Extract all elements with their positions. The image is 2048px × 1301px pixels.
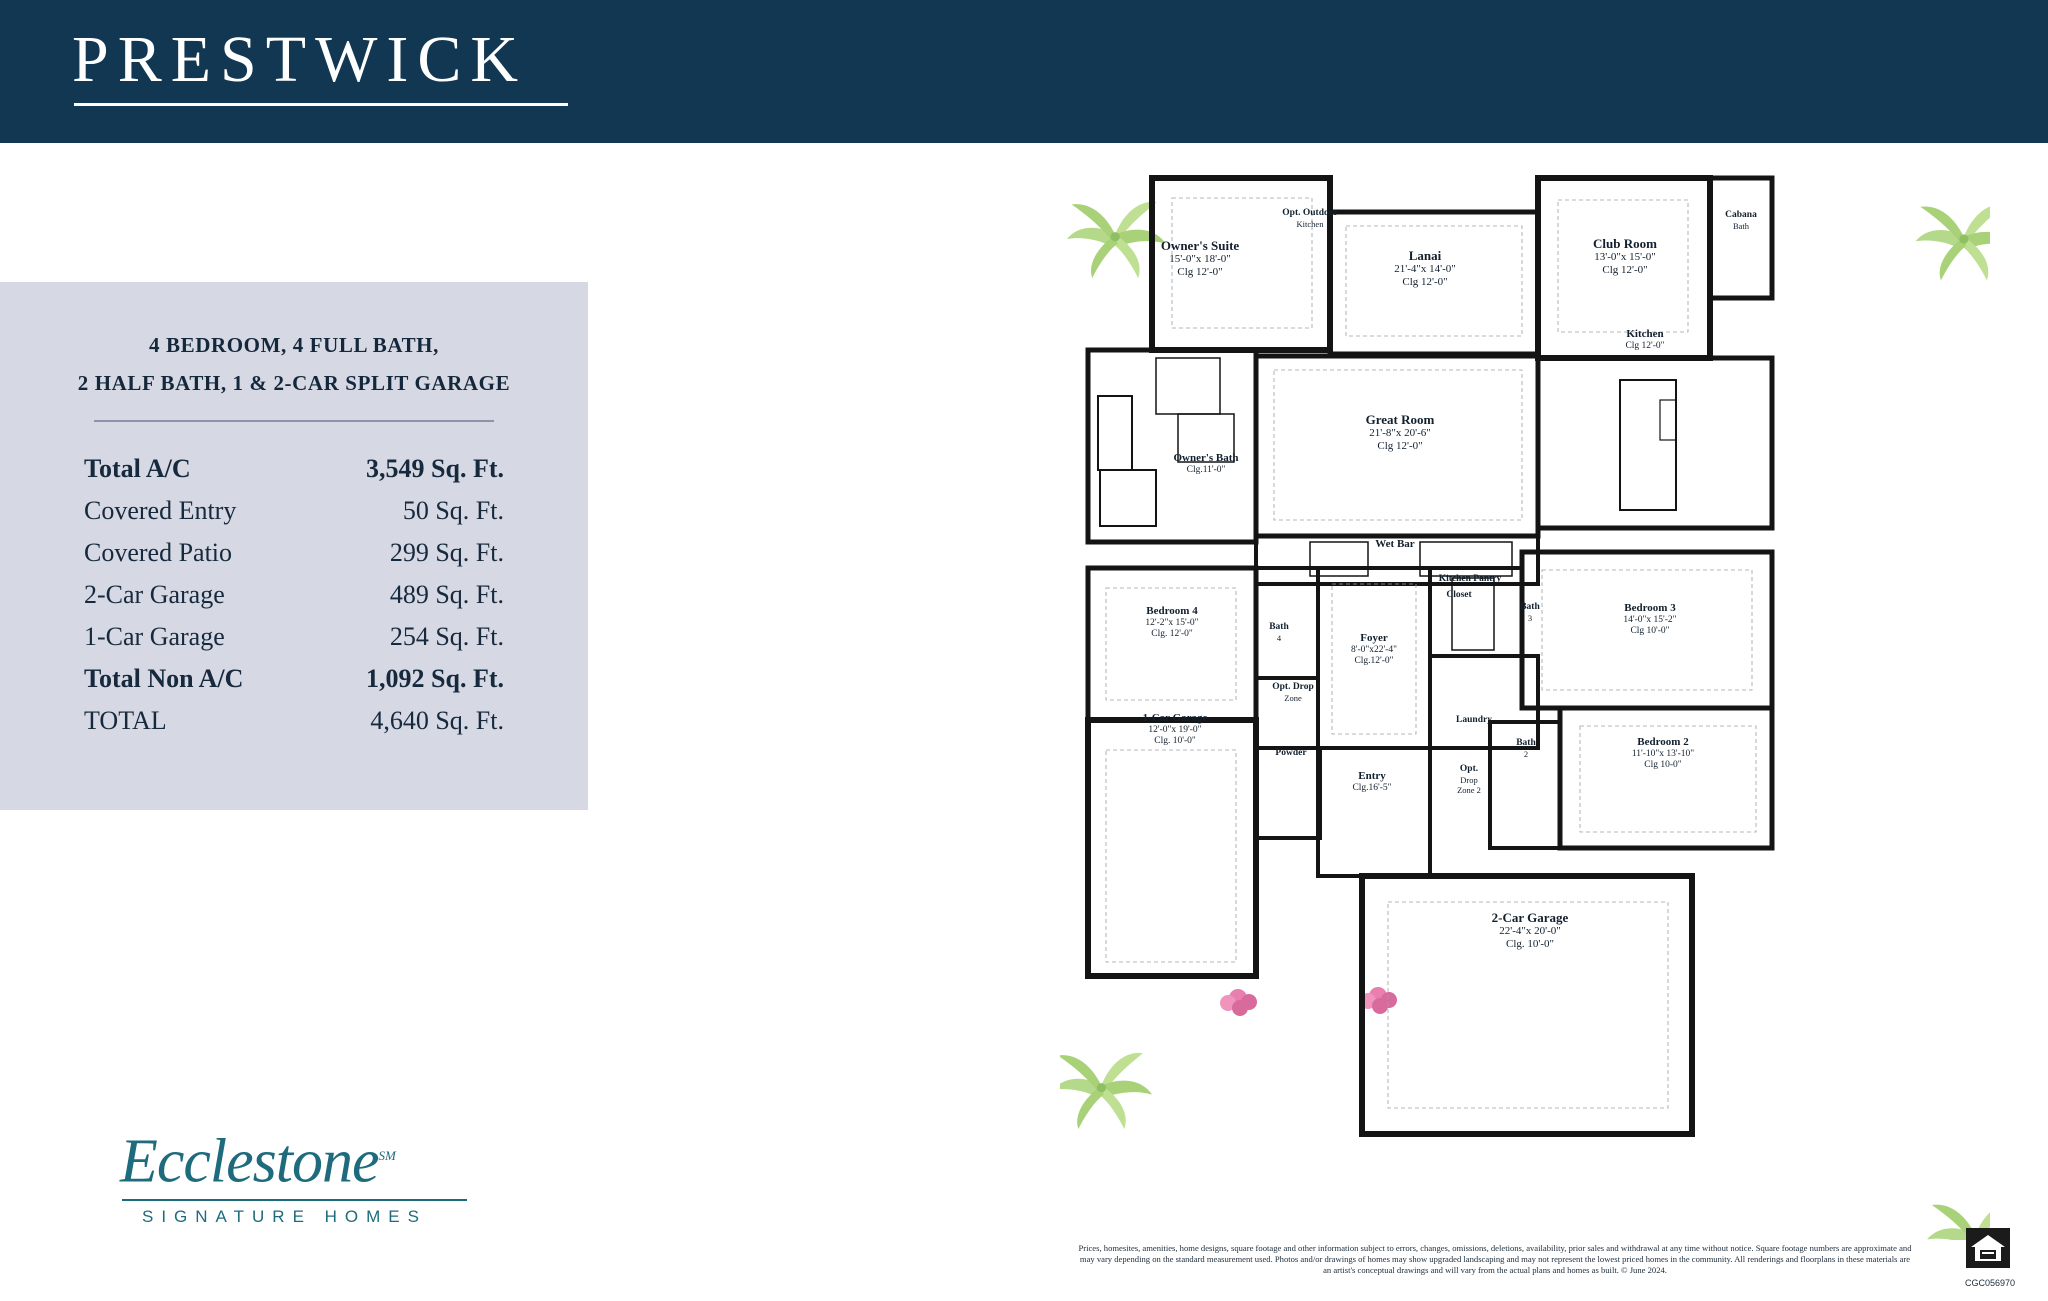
floorplan-svg bbox=[1060, 170, 1990, 1240]
square-footage-table bbox=[84, 448, 504, 742]
table-row bbox=[84, 574, 504, 616]
page-title: PRESTWICK bbox=[72, 23, 528, 96]
spec-divider bbox=[94, 420, 494, 422]
table-row bbox=[84, 490, 504, 532]
spec-label: Total A/C bbox=[84, 454, 191, 483]
legal-disclaimer: Prices, homesites, amenities, home designs, square footage and other information subject to errors, changes, omissions, deletions, availability, prior sales and withdrawal at any time without notice. Square footage numbers are approximate and may vary depending on the standard measurement used. Photos and/or drawings of homes may show upgraded landscaping and may not represent the lowest priced homes in the community. All renderings and floorplans in these materials are an artist's conceptual drawings and will vary from the actual plans and homes as built. © June 2024. bbox=[1078, 1243, 1912, 1275]
room-label-entry: Entry Clg.16'-5" bbox=[1352, 770, 1392, 793]
room-label-bath-4: Bath 4 bbox=[1269, 622, 1289, 644]
shrub-icon bbox=[1220, 989, 1257, 1016]
room-label-bedroom-3: Bedroom 3 14'-0"x 15'-2" Clg 10'-0" bbox=[1623, 602, 1677, 637]
room-label-powder: Powder bbox=[1275, 748, 1307, 758]
room-label-owners-bath: Owner's Bath Clg.11'-0" bbox=[1173, 452, 1239, 475]
shrub-icon bbox=[1360, 987, 1397, 1014]
room-label-1-car-garage: 1-Car Garage 12'-0"x 19'-0" Clg. 10'-0" bbox=[1142, 712, 1208, 747]
room-label-opt-drop-zone-2: Opt. Drop Zone 2 bbox=[1457, 764, 1481, 796]
room-label-kitchen-pantry: Kitchen Pantry bbox=[1438, 574, 1502, 584]
room-label-bath-3: Bath 3 bbox=[1520, 602, 1540, 624]
room-label-foyer: Foyer 8'-0"x22'-4" Clg.12'-0" bbox=[1350, 632, 1397, 667]
table-row bbox=[84, 658, 504, 700]
spec-label: 2-Car Garage bbox=[84, 580, 225, 609]
table-row bbox=[84, 700, 504, 742]
logo-wordmark bbox=[120, 1125, 490, 1196]
title-underline bbox=[74, 103, 568, 106]
spec-value: 489 Sq. Ft. bbox=[389, 580, 504, 609]
license-number: CGC056970 bbox=[1965, 1278, 2016, 1288]
spec-value: 1,092 Sq. Ft. bbox=[366, 664, 504, 693]
table-row bbox=[84, 616, 504, 658]
palm-tree-icon bbox=[1916, 204, 1990, 280]
floorplan-drawing bbox=[1060, 170, 1990, 1240]
spec-heading-line-2: 2 HALF BATH, 1 & 2-CAR SPLIT GARAGE bbox=[77, 371, 511, 395]
room-label-closet: Closet bbox=[1446, 590, 1472, 600]
spec-value: 254 Sq. Ft. bbox=[389, 622, 504, 651]
logo-divider bbox=[122, 1199, 467, 1201]
room-label-bath-2: Bath 2 bbox=[1516, 738, 1536, 760]
spec-label: Total Non A/C bbox=[84, 664, 244, 693]
ecclestone-logo bbox=[120, 1125, 490, 1235]
room-label-bedroom-4: Bedroom 4 12'-2"x 15'-0" Clg. 12'-0" bbox=[1145, 605, 1199, 640]
spec-label: TOTAL bbox=[84, 706, 167, 735]
room-label-opt-outdoor-kitchen: Opt. Outdoor Kitchen bbox=[1282, 208, 1338, 230]
equal-housing-opportunity-icon bbox=[1966, 1228, 2010, 1272]
room-label-kitchen: Kitchen Clg 12'-0" bbox=[1625, 328, 1665, 351]
page-header bbox=[0, 0, 2048, 143]
room-label-bedroom-2: Bedroom 2 11'-10"x 13'-10" Clg 10-0" bbox=[1631, 736, 1695, 771]
logo-name: Ecclestone bbox=[120, 1127, 379, 1196]
logo-tagline: SIGNATURE HOMES bbox=[142, 1206, 427, 1226]
room-label-great-room: Great Room 21'-8"x 20'-6" Clg 12'-0" bbox=[1365, 412, 1435, 453]
room-label-2-car-garage: 2-Car Garage 22'-4"x 20'-0" Clg. 10'-0" bbox=[1491, 910, 1569, 951]
spec-label: Covered Patio bbox=[84, 538, 233, 567]
spec-value: 50 Sq. Ft. bbox=[402, 496, 504, 525]
table-row bbox=[84, 448, 504, 490]
spec-value: 299 Sq. Ft. bbox=[389, 538, 504, 567]
logo-service-mark: SM bbox=[378, 1148, 396, 1163]
palm-tree-icon bbox=[1060, 1053, 1152, 1129]
spec-heading-line-1: 4 BEDROOM, 4 FULL BATH, bbox=[149, 333, 439, 357]
room-label-lanai: Lanai 21'-4"x 14'-0" Clg 12'-0" bbox=[1394, 248, 1456, 289]
spec-label: Covered Entry bbox=[84, 496, 237, 525]
room-label-laundry: Laundry bbox=[1456, 715, 1492, 725]
room-label-opt-drop-zone: Opt. Drop Zone bbox=[1272, 682, 1314, 704]
spec-value: 3,549 Sq. Ft. bbox=[366, 454, 504, 483]
room-label-owners-suite: Owner's Suite 15'-0"x 18'-0" Clg 12'-0" bbox=[1160, 238, 1240, 279]
spec-value: 4,640 Sq. Ft. bbox=[370, 706, 504, 735]
table-row bbox=[84, 532, 504, 574]
spec-label: 1-Car Garage bbox=[84, 622, 225, 651]
room-label-cabana-bath: Cabana Bath bbox=[1725, 210, 1757, 232]
room-label-club-room: Club Room 13'-0"x 15'-0" Clg 12'-0" bbox=[1593, 236, 1657, 277]
spec-heading bbox=[0, 326, 588, 402]
room-label-wet-bar: Wet Bar bbox=[1375, 538, 1415, 550]
specifications-panel bbox=[0, 282, 588, 810]
